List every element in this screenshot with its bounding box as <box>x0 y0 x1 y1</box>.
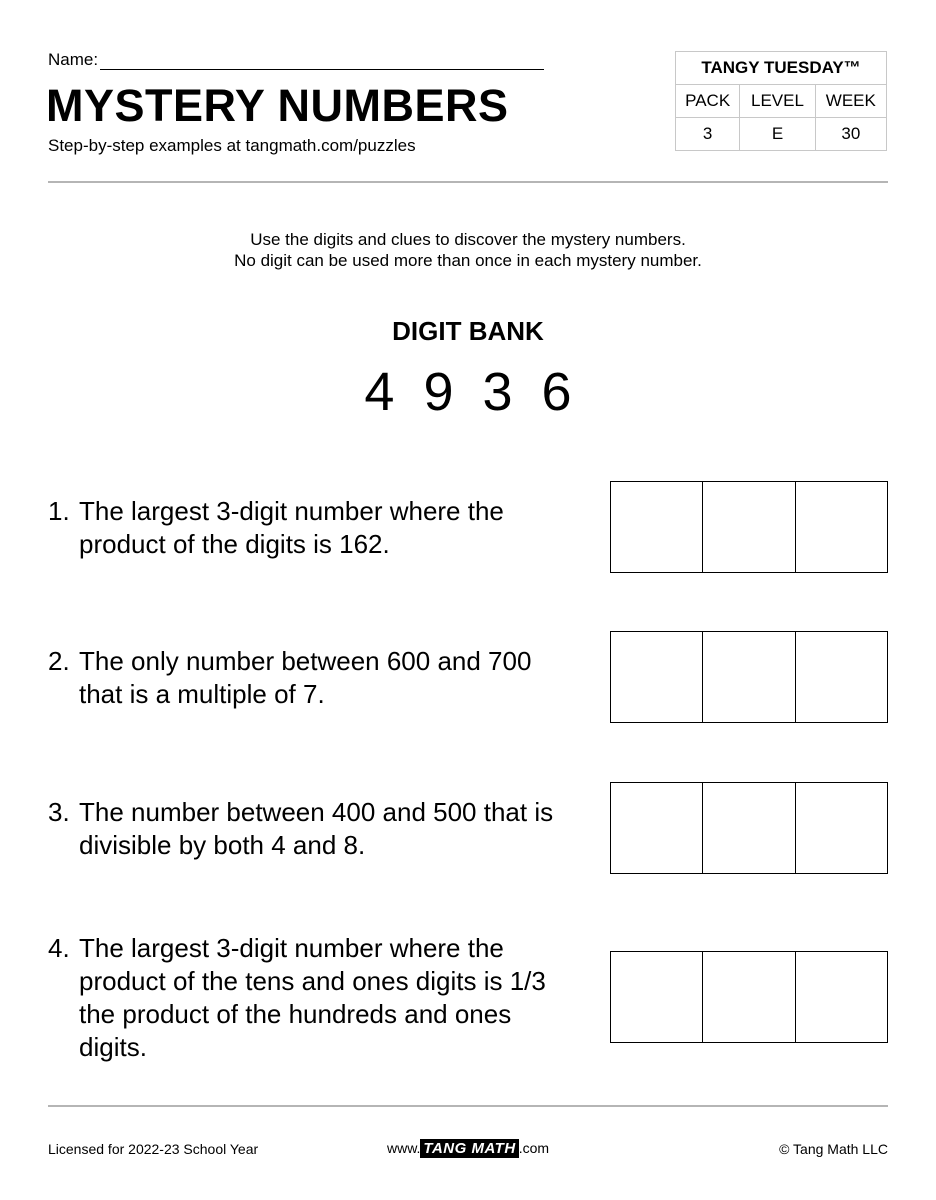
question-1 <box>48 495 568 561</box>
answer-digit-box[interactable] <box>611 783 702 873</box>
answer-digit-box[interactable] <box>702 632 794 722</box>
footer-url-prefix: www. <box>386 1140 421 1156</box>
info-value-level: E <box>740 118 815 151</box>
name-field[interactable] <box>48 50 544 70</box>
digit-bank <box>0 361 936 423</box>
info-table-heading: TANGY TUESDAY™ <box>676 52 887 85</box>
digit-bank-title: DIGIT BANK <box>392 316 544 346</box>
answer-digit-box[interactable] <box>611 952 702 1042</box>
instructions-line-1: Use the digits and clues to discover the mystery numbers. <box>250 230 686 249</box>
answer-digit-box[interactable] <box>795 632 887 722</box>
digit-bank-digit: 6 <box>541 362 572 422</box>
info-table <box>675 51 887 151</box>
answer-digit-box[interactable] <box>795 783 887 873</box>
answer-digit-box[interactable] <box>702 482 794 572</box>
question-number: 4. <box>48 933 70 963</box>
copyright-text: © Tang Math LLC <box>779 1141 888 1157</box>
info-column-level: LEVEL <box>740 85 815 118</box>
question-text: The largest 3-digit number where the product of the digits is 162. <box>79 496 504 559</box>
header-divider <box>48 181 888 183</box>
answer-digit-box[interactable] <box>795 482 887 572</box>
name-blank-line[interactable] <box>100 52 544 70</box>
question-number: 1. <box>48 496 70 526</box>
answer-boxes-3[interactable] <box>610 782 888 874</box>
answer-digit-box[interactable] <box>795 952 887 1042</box>
answer-boxes-4[interactable] <box>610 951 888 1043</box>
info-column-pack: PACK <box>676 85 740 118</box>
question-text: The largest 3-digit number where the product of the tens and ones digits is 1/3 the product of the hundreds and ones digits. <box>79 933 546 1062</box>
info-value-pack: 3 <box>676 118 740 151</box>
answer-boxes-1[interactable] <box>610 481 888 573</box>
footer-divider <box>48 1105 888 1107</box>
question-text: The number between 400 and 500 that is divisible by both 4 and 8. <box>79 797 554 860</box>
answer-digit-box[interactable] <box>611 632 702 722</box>
answer-boxes-2[interactable] <box>610 631 888 723</box>
digit-bank-digit: 4 <box>364 362 395 422</box>
question-2 <box>48 645 568 711</box>
answer-digit-box[interactable] <box>702 952 794 1042</box>
page-title: MYSTERY NUMBERS <box>46 80 509 131</box>
digit-bank-digit: 3 <box>482 362 513 422</box>
question-4 <box>48 932 568 1064</box>
info-value-week: 30 <box>815 118 886 151</box>
digit-bank-digit: 9 <box>423 362 454 422</box>
name-label: Name: <box>48 50 99 69</box>
tang-math-logo: TANG MATH <box>420 1139 518 1158</box>
page-subtitle: Step-by-step examples at tangmath.com/puzzles <box>48 136 416 155</box>
question-text: The only number between 600 and 700 that is a multiple of 7. <box>79 646 532 709</box>
info-column-week: WEEK <box>815 85 886 118</box>
instructions <box>0 229 936 271</box>
footer-url-suffix: .com <box>518 1140 550 1156</box>
question-3 <box>48 796 568 862</box>
instructions-line-2: No digit can be used more than once in each mystery number. <box>234 251 702 270</box>
answer-digit-box[interactable] <box>702 783 794 873</box>
license-text: Licensed for 2022-23 School Year <box>48 1141 259 1157</box>
question-number: 3. <box>48 797 70 827</box>
question-number: 2. <box>48 646 70 676</box>
answer-digit-box[interactable] <box>611 482 702 572</box>
